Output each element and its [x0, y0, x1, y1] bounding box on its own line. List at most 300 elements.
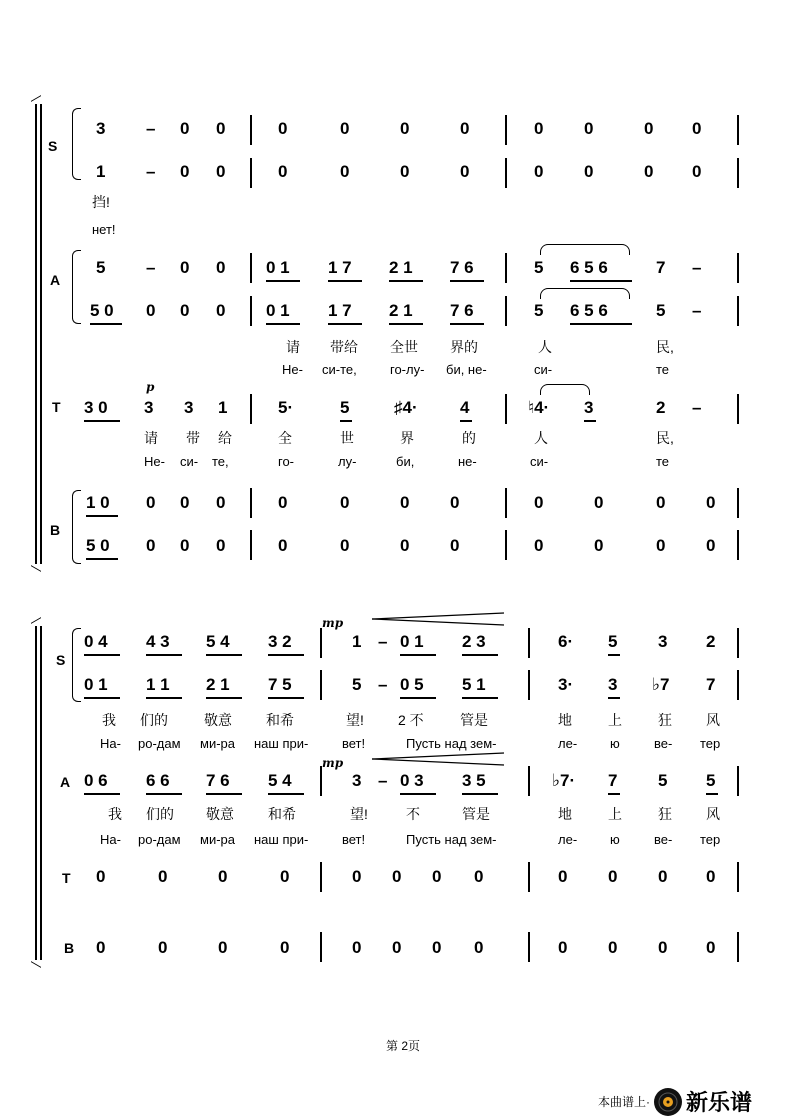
note: 0 [392, 938, 402, 957]
note: 0 [474, 938, 484, 957]
beam [570, 280, 632, 282]
note: 5 [534, 301, 544, 320]
watermark [598, 1086, 752, 1117]
note: 7 5 [268, 675, 292, 694]
barline [320, 670, 322, 700]
barline [320, 862, 322, 892]
note: 0 1 [266, 301, 290, 320]
beam [608, 793, 620, 795]
note: 5 [534, 258, 544, 277]
barline [737, 296, 739, 326]
part-label-soprano: S [48, 138, 58, 154]
barline [737, 115, 739, 145]
beam [400, 697, 436, 699]
note: 0 [218, 938, 228, 957]
dynamic-marking: p [146, 380, 155, 394]
note: – [378, 675, 388, 694]
beam [84, 697, 120, 699]
barline [250, 115, 252, 145]
note: 0 3 [400, 771, 424, 790]
dynamic-marking: mp [322, 756, 344, 770]
note: 1 1 [146, 675, 170, 694]
note: 0 [216, 119, 226, 138]
beam [146, 697, 182, 699]
note: 0 [280, 867, 290, 886]
note: 0 [278, 162, 288, 181]
note: 6 5 6 [570, 301, 608, 320]
lyric-ru: ро-дам [138, 832, 181, 847]
barline [505, 253, 507, 283]
part-label-bass: B [64, 940, 75, 956]
barline [737, 766, 739, 796]
dynamic-marking: mp [322, 616, 344, 630]
lyric-cn: 望! [350, 806, 368, 822]
system-bracket-line [35, 626, 37, 960]
barline [505, 296, 507, 326]
note: 0 [558, 938, 568, 957]
note: – [378, 771, 388, 790]
note: 3 [658, 632, 668, 651]
note: 0 [658, 867, 668, 886]
note: 0 [340, 536, 350, 555]
lyric-ru: си- [534, 362, 553, 377]
beam [460, 420, 472, 422]
system-bracket-line [40, 104, 42, 564]
lyric-cn: 界的 [450, 339, 478, 355]
note: 0 [216, 301, 226, 320]
note: 5 [658, 771, 668, 790]
beam [608, 697, 620, 699]
note: 0 [644, 162, 654, 181]
lyric-cn: 们的 [140, 712, 168, 728]
note: 0 [450, 536, 460, 555]
note: 4 [460, 398, 470, 417]
beam [206, 654, 242, 656]
note: 0 [180, 493, 190, 512]
note: 7 [706, 675, 716, 694]
note: 6 6 [146, 771, 170, 790]
lyric-cn: 地 [558, 712, 572, 728]
note: 0 [534, 119, 544, 138]
beam [84, 654, 120, 656]
note: 0 [706, 938, 716, 957]
lyric-ru: тер [700, 832, 721, 847]
note: 3 2 [268, 632, 292, 651]
note: 2 [706, 632, 716, 651]
note: 0 [180, 162, 190, 181]
lyric-cn: 请 [286, 339, 300, 355]
lyric-ru: ве- [654, 736, 673, 751]
lyric-cn: 全 [278, 430, 292, 446]
lyric-cn: 界 [400, 430, 414, 446]
part-label-tenor: T [62, 870, 71, 886]
barline [737, 862, 739, 892]
beam [328, 323, 362, 325]
note: 0 [146, 493, 156, 512]
lyric-cn: 和希 [268, 806, 296, 822]
lyric-cn: 人 [534, 430, 548, 446]
lyric-cn: 们的 [146, 806, 174, 822]
barline [737, 253, 739, 283]
beam [400, 793, 436, 795]
lyric-cn: 我 [102, 712, 116, 728]
note: 2 1 [389, 258, 413, 277]
note: 6 5 6 [570, 258, 608, 277]
note: 0 [460, 119, 470, 138]
note: 5· [278, 398, 294, 417]
note: 0 [656, 536, 666, 555]
barline [737, 488, 739, 518]
lyric-ru: не- [458, 454, 477, 469]
note: 0 [692, 119, 702, 138]
barline [505, 394, 507, 424]
beam [84, 420, 120, 422]
barline [320, 628, 322, 658]
note: 0 5 [400, 675, 424, 694]
lyric-ru: наш при- [254, 832, 309, 847]
lyric-ru: си- [180, 454, 199, 469]
note: 3 [584, 398, 594, 417]
barline [737, 158, 739, 188]
note: 0 [352, 938, 362, 957]
barline [250, 158, 252, 188]
lyric-cn: 人 [538, 339, 552, 355]
beam [706, 793, 718, 795]
lyric-ru: го- [278, 454, 295, 469]
note: 5 0 [86, 536, 110, 555]
lyric-cn: 管是 [460, 712, 488, 728]
lyric-cn: 2 不 [398, 712, 424, 728]
beam [86, 558, 118, 560]
note: 7 [608, 771, 618, 790]
barline [505, 115, 507, 145]
note: 3 [608, 675, 618, 694]
barline [250, 488, 252, 518]
lyric-ru: ле- [558, 736, 578, 751]
lyric-cn: 管是 [462, 806, 490, 822]
lyric-cn: 我 [108, 806, 122, 822]
lyric-cn: 挡! [92, 194, 110, 210]
lyric-cn: 不 [406, 806, 420, 822]
note: 0 [594, 536, 604, 555]
beam [266, 280, 300, 282]
note: 4 3 [146, 632, 170, 651]
lyric-cn: 请 [144, 430, 158, 446]
lyric-cn: 望! [346, 712, 364, 728]
beam [206, 697, 242, 699]
barline [737, 932, 739, 962]
note: 3 [184, 398, 194, 417]
note: 0 [180, 119, 190, 138]
lyric-ru: вет! [342, 736, 366, 751]
part-label-bass: B [50, 522, 61, 538]
lyric-ru: тер [700, 736, 721, 751]
note: ♭7· [552, 771, 576, 790]
note: 7 6 [450, 301, 474, 320]
lyric-ru: ве- [654, 832, 673, 847]
beam [206, 793, 242, 795]
beam [268, 793, 304, 795]
note: 7 [656, 258, 666, 277]
lyric-cn: 民, [656, 339, 674, 355]
note: 2 [656, 398, 666, 417]
barline [505, 530, 507, 560]
note: 0 [216, 258, 226, 277]
lyric-cn: 带给 [330, 339, 358, 355]
note: 0 [584, 162, 594, 181]
beam [584, 420, 596, 422]
note: 3 [96, 119, 106, 138]
crescendo-hairpin [370, 612, 510, 626]
note: 0 [278, 536, 288, 555]
slur [540, 384, 590, 395]
note: 0 [340, 119, 350, 138]
note: 0 [474, 867, 484, 886]
barline [737, 628, 739, 658]
lyric-cn: 全世 [390, 339, 418, 355]
note: 0 4 [84, 632, 108, 651]
note: 7 6 [206, 771, 230, 790]
lyric-ru: наш при- [254, 736, 309, 751]
note: 0 [340, 162, 350, 181]
staff-brace [72, 250, 81, 324]
note: 0 [180, 536, 190, 555]
lyric-cn: 上 [608, 712, 622, 728]
note: 0 [400, 162, 410, 181]
barline [505, 158, 507, 188]
note: 0 [278, 119, 288, 138]
note: ♯4· [394, 398, 418, 417]
lyric-cn: 风 [706, 712, 720, 728]
lyric-ru: вет! [342, 832, 366, 847]
note: 0 1 [266, 258, 290, 277]
note: 0 [180, 258, 190, 277]
note: 3 [144, 398, 154, 417]
note: 0 [432, 938, 442, 957]
page-number: 第 2页 [386, 1039, 421, 1053]
note: 0 [706, 867, 716, 886]
note: 0 [216, 493, 226, 512]
barline [250, 296, 252, 326]
lyric-ru: Не- [144, 454, 165, 469]
barline [250, 253, 252, 283]
note: 0 [400, 493, 410, 512]
lyric-ru: ю [610, 832, 620, 847]
lyric-ru: те [656, 454, 670, 469]
barline [528, 670, 530, 700]
lyric-ru: ми-ра [200, 736, 235, 751]
lyric-ru: ю [610, 736, 620, 751]
watermark-brand: 新乐谱 [686, 1091, 753, 1116]
lyric-ru: би, [396, 454, 415, 469]
note: 0 [584, 119, 594, 138]
note: 0 1 [400, 632, 424, 651]
note: 0 [706, 493, 716, 512]
note: 0 [450, 493, 460, 512]
barline [737, 530, 739, 560]
lyric-cn: 带 [186, 430, 200, 446]
vinyl-record-icon [653, 1087, 683, 1117]
lyric-ru: ми-ра [200, 832, 235, 847]
note: 0 [534, 162, 544, 181]
lyric-ru: На- [100, 832, 121, 847]
beam [340, 420, 352, 422]
note: 0 [180, 301, 190, 320]
note: – [692, 258, 702, 277]
slur [540, 288, 630, 299]
note: 3 [352, 771, 362, 790]
note: 5 0 [90, 301, 114, 320]
note: 0 [216, 536, 226, 555]
lyric-cn: 狂 [658, 806, 672, 822]
note: – [378, 632, 388, 651]
note: 1 0 [86, 493, 110, 512]
lyric-cn: 民, [656, 430, 674, 446]
note: 2 1 [389, 301, 413, 320]
system-bracket-line [40, 626, 42, 960]
lyric-ru: би, не- [446, 362, 487, 377]
note: 0 [278, 493, 288, 512]
lyric-ru: На- [100, 736, 121, 751]
note: 2 1 [206, 675, 230, 694]
note: 0 [706, 536, 716, 555]
note: 5 [656, 301, 666, 320]
slur [540, 244, 630, 255]
lyric-cn: 给 [218, 430, 232, 446]
note: – [146, 258, 156, 277]
beam [450, 280, 484, 282]
staff-brace [72, 490, 81, 564]
note: 0 [280, 938, 290, 957]
note: 5 [340, 398, 350, 417]
note: 0 [400, 536, 410, 555]
lyric-ru: те [656, 362, 670, 377]
note: 5 [706, 771, 716, 790]
note: 0 1 [84, 675, 108, 694]
note: 0 [608, 867, 618, 886]
beam [570, 323, 632, 325]
part-label-soprano: S [56, 652, 66, 668]
note: 5 4 [206, 632, 230, 651]
note: – [692, 301, 702, 320]
beam [450, 323, 484, 325]
lyric-cn: 地 [558, 806, 572, 822]
note: 0 6 [84, 771, 108, 790]
note: 0 [218, 867, 228, 886]
note: 3 0 [84, 398, 108, 417]
part-label-alto: A [50, 272, 61, 288]
staff-brace [72, 108, 81, 180]
lyric-cn: 和希 [266, 712, 294, 728]
note: 0 [534, 536, 544, 555]
note: 2 3 [462, 632, 486, 651]
note: 6· [558, 632, 574, 651]
note: 5 1 [462, 675, 486, 694]
lyric-ru: лу- [338, 454, 357, 469]
part-label-alto: A [60, 774, 71, 790]
note: 1 [96, 162, 106, 181]
barline [528, 628, 530, 658]
barline [737, 394, 739, 424]
note: 5 [96, 258, 106, 277]
note: 1 [218, 398, 228, 417]
beam [328, 280, 362, 282]
note: – [692, 398, 702, 417]
beam [400, 654, 436, 656]
note: – [146, 162, 156, 181]
note: 0 [656, 493, 666, 512]
beam [84, 793, 120, 795]
note: ♮4· [528, 398, 550, 417]
note: 0 [352, 867, 362, 886]
note: 0 [158, 938, 168, 957]
lyric-ru: си-те, [322, 362, 357, 377]
lyric-ru: си- [530, 454, 549, 469]
note: 0 [96, 867, 106, 886]
beam [389, 280, 423, 282]
note: 5 [352, 675, 362, 694]
beam [462, 793, 498, 795]
beam [266, 323, 300, 325]
beam [462, 697, 498, 699]
note: ♭7 [652, 675, 670, 694]
note: 7 6 [450, 258, 474, 277]
beam [86, 515, 118, 517]
note: 0 [692, 162, 702, 181]
lyric-ru: го-лу- [390, 362, 425, 377]
watermark-prefix: 本曲谱上· [598, 1095, 650, 1109]
note: 3 5 [462, 771, 486, 790]
note: 0 [594, 493, 604, 512]
note: 0 [460, 162, 470, 181]
lyric-ru: Не- [282, 362, 303, 377]
beam [268, 654, 304, 656]
lyric-ru: ро-дам [138, 736, 181, 751]
note: 0 [658, 938, 668, 957]
barline [250, 394, 252, 424]
note: 1 7 [328, 301, 352, 320]
barline [320, 932, 322, 962]
note: 1 [352, 632, 362, 651]
beam [608, 654, 620, 656]
lyric-ru: Пусть над зем- [406, 736, 497, 751]
beam [146, 654, 182, 656]
note: – [146, 119, 156, 138]
note: 1 7 [328, 258, 352, 277]
lyric-cn: 狂 [658, 712, 672, 728]
barline [250, 530, 252, 560]
lyric-cn: 风 [706, 806, 720, 822]
note: 0 [608, 938, 618, 957]
note: 0 [558, 867, 568, 886]
staff-brace [72, 628, 81, 702]
beam [90, 323, 122, 325]
crescendo-hairpin [370, 752, 510, 766]
note: 0 [216, 162, 226, 181]
lyric-cn: 世 [340, 430, 354, 446]
barline [505, 488, 507, 518]
barline [528, 862, 530, 892]
lyric-ru: те, [212, 454, 229, 469]
note: 5 [608, 632, 618, 651]
note: 0 [400, 119, 410, 138]
part-label-tenor: T [52, 399, 61, 415]
lyric-ru: Пусть над зем- [406, 832, 497, 847]
beam [462, 654, 498, 656]
note: 5 4 [268, 771, 292, 790]
note: 0 [96, 938, 106, 957]
note: 0 [644, 119, 654, 138]
